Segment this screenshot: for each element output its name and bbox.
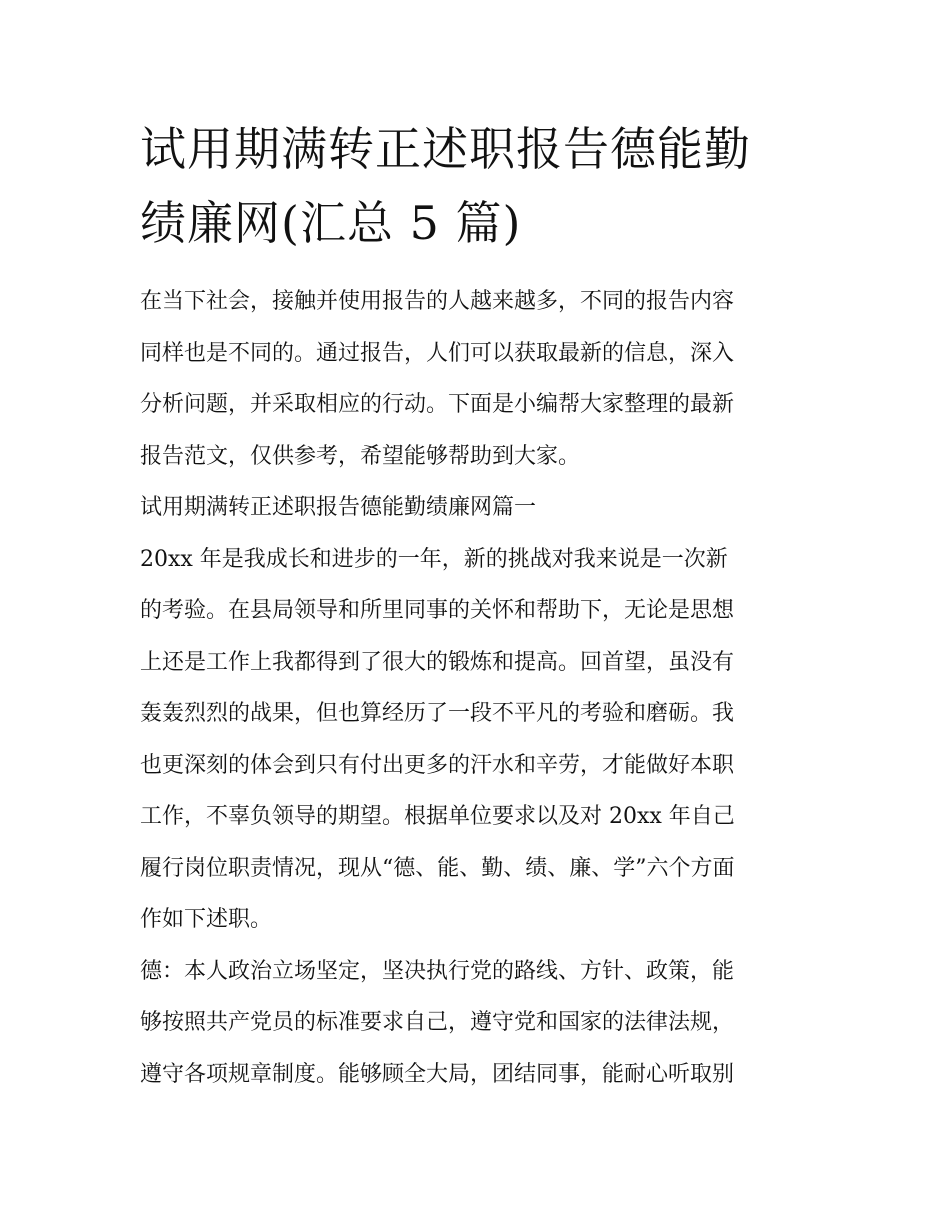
paragraph-line: 轰轰烈烈的战果，但也算经历了一段不平凡的考验和磨砺。我 <box>140 701 735 726</box>
paragraph-line: 够按照共产党员的标准要求自己，遵守党和国家的法律法规， <box>140 1010 735 1035</box>
paragraph-line: 上还是工作上我都得到了很大的锻炼和提高。回首望，虽没有 <box>140 649 735 675</box>
paragraph-line: 德：本人政治立场坚定，坚决执行党的路线、方针、政策，能 <box>140 958 735 984</box>
paragraph-line: 20xx 年是我成长和进步的一年，新的挑战对我来说是一次新 <box>140 546 728 572</box>
document-title <box>140 112 820 260</box>
paragraph-line: 履行岗位职责情况，现从“德、能、勤、绩、廉、学”六个方面 <box>140 855 735 881</box>
section-heading: 试用期满转正述职报告德能勤绩廉网篇一 <box>140 495 537 520</box>
paragraph-intro-line: 在当下社会，接触并使用报告的人越来越多，不同的报告内容 <box>140 289 735 314</box>
paragraph-intro-line: 分析问题，并采取相应的行动。下面是小编帮大家整理的最新 <box>140 392 735 417</box>
paragraph-intro-line: 同样也是不同的。通过报告，人们可以获取最新的信息，深入 <box>140 340 735 366</box>
paragraph-line: 遵守各项规章制度。能够顾全大局，团结同事，能耐心听取别 <box>140 1061 735 1087</box>
title-line-2: 绩廉网(汇总 5 篇) <box>140 196 522 250</box>
document-body <box>140 276 820 1100</box>
title-line-1: 试用期满转正述职报告德能勤 <box>140 122 751 176</box>
paragraph-line: 的考验。在县局领导和所里同事的关怀和帮助下，无论是思想 <box>140 598 735 623</box>
paragraph-line: 也更深刻的体会到只有付出更多的汗水和辛劳，才能做好本职 <box>140 752 735 778</box>
paragraph-line: 工作，不辜负领导的期望。根据单位要求以及对 20xx 年自己 <box>140 804 735 829</box>
paragraph-intro-line: 报告范文，仅供参考，希望能够帮助到大家。 <box>140 443 581 469</box>
paragraph-line: 作如下述职。 <box>140 907 273 932</box>
